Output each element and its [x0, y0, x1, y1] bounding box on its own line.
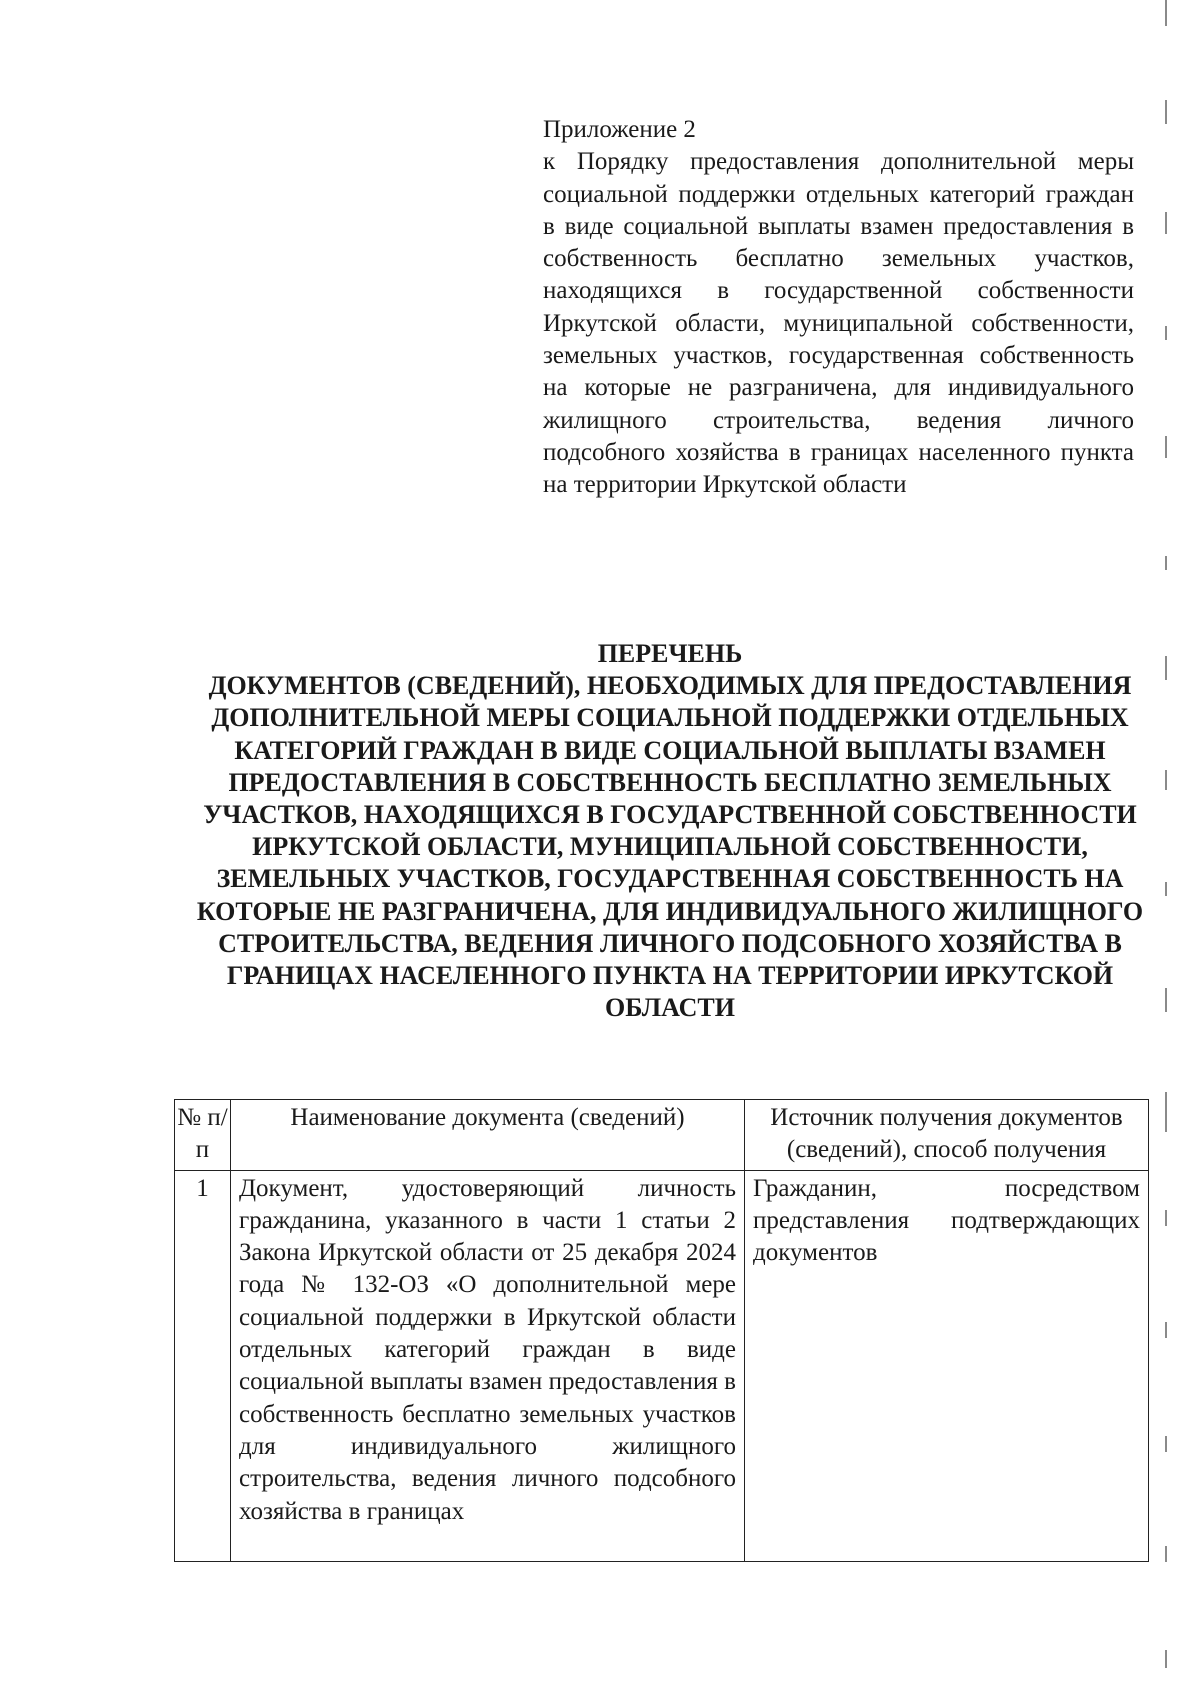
- appendix-header: [543, 114, 1134, 502]
- scan-edge-mark: [1165, 770, 1167, 790]
- scan-edge-mark: [1165, 212, 1167, 234]
- title-heading: ПЕРЕЧЕНЬ: [597, 639, 743, 668]
- row-number: 1: [175, 1170, 231, 1561]
- scan-edge-mark: [1165, 1650, 1167, 1668]
- scan-edge-mark: [1165, 556, 1167, 570]
- scan-edge-mark: [1165, 436, 1167, 458]
- documents-table: [174, 1099, 1149, 1562]
- scan-edge-mark: [1165, 656, 1167, 680]
- appendix-label: Приложение 2: [543, 116, 696, 143]
- scan-edge-mark: [1165, 326, 1167, 340]
- row-source: Гражданин, посредством представления подтверждающих документов: [745, 1170, 1149, 1561]
- table-header-row: [175, 1100, 1149, 1171]
- header-number: № п/п: [175, 1100, 231, 1171]
- scan-edge-mark: [1165, 1092, 1167, 1132]
- scan-edge-mark: [1165, 1210, 1167, 1226]
- scan-edge-mark: [1165, 1322, 1167, 1338]
- table-row: [175, 1170, 1149, 1561]
- scan-edge-mark: [1165, 882, 1167, 896]
- scan-edge-mark: [1165, 1546, 1167, 1562]
- appendix-text: к Порядку предоставления дополнительной меры социальной поддержки отдельных категорий граждан в виде социальной выплаты взамен предоставления в собственность бесплатно земельных участков, находящихся в государственной собственности Иркутской области, муниципальной собственности, земельных участков, государственная собственность на которые не разграничена, для индивидуального жилищного строительства, ведения личного подсобного хозяйства в границах населенного пункта на территории Иркутской области: [543, 148, 1134, 499]
- scan-edge-mark: [1165, 0, 1167, 26]
- scan-edge-mark: [1165, 988, 1167, 1012]
- row-document-name: Документ, удостоверяющий личность гражданина, указанного в части 1 статьи 2 Закона Иркутской области от 25 декабря 2024 года № 132-ОЗ «О дополнительной мере социальной поддержки в Иркутской области отдельных категорий граждан в виде социальной выплаты взамен предоставления в собственность бесплатно земельных участков для индивидуального жилищного строительства, ведения личного подсобного хозяйства в границах: [231, 1170, 745, 1561]
- document-title: [190, 638, 1150, 1024]
- scan-edge-mark: [1165, 1436, 1167, 1452]
- header-name: Наименование документа (сведений): [231, 1100, 745, 1171]
- scan-edge-mark: [1165, 100, 1167, 124]
- title-body: ДОКУМЕНТОВ (СВЕДЕНИЙ), НЕОБХОДИМЫХ ДЛЯ ПРЕДОСТАВЛЕНИЯ ДОПОЛНИТЕЛЬНОЙ МЕРЫ СОЦИАЛЬНОЙ ПОДДЕРЖКИ ОТДЕЛЬНЫХ КАТЕГОРИЙ ГРАЖДАН В ВИДЕ СОЦИАЛЬНОЙ ВЫПЛАТЫ ВЗАМЕН ПРЕДОСТАВЛЕНИЯ В СОБСТВЕННОСТЬ БЕСПЛАТНО ЗЕМЕЛЬНЫХ УЧАСТКОВ, НАХОДЯЩИХСЯ В ГОСУДАРСТВЕННОЙ СОБСТВЕННОСТИ ИРКУТСКОЙ ОБЛАСТИ, МУНИЦИПАЛЬНОЙ СОБСТВЕННОСТИ, ЗЕМЕЛЬНЫХ УЧАСТКОВ, ГОСУДАРСТВЕННАЯ СОБСТВЕННОСТЬ НА КОТОРЫЕ НЕ РАЗГРАНИЧЕНА, ДЛЯ ИНДИВИДУАЛЬНОГО ЖИЛИЩНОГО СТРОИТЕЛЬСТВА, ВЕДЕНИЯ ЛИЧНОГО ПОДСОБНОГО ХОЗЯЙСТВА В ГРАНИЦАХ НАСЕЛЕННОГО ПУНКТА НА ТЕРРИТОРИИ ИРКУТСКОЙ ОБЛАСТИ: [196, 671, 1144, 1023]
- header-source: Источник получения документов (сведений), способ получения: [745, 1100, 1149, 1171]
